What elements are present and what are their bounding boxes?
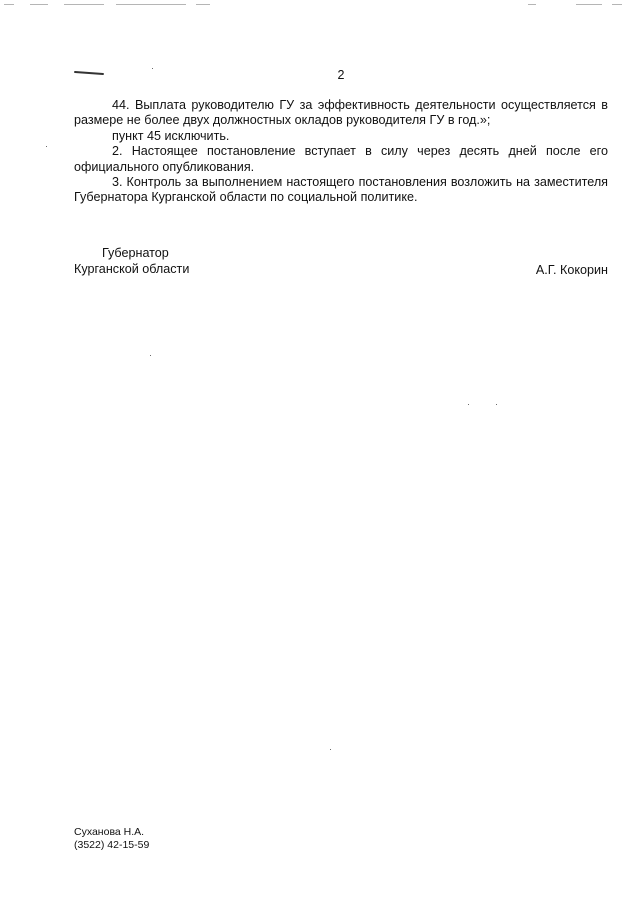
- document-body: [74, 98, 608, 206]
- executor-name: Суханова Н.А.: [74, 826, 145, 838]
- signatory-title-line1: Губернатор: [102, 246, 169, 260]
- executor-footer: [74, 826, 149, 852]
- scan-speck: [150, 355, 151, 356]
- scan-artifact-dash: [74, 71, 104, 75]
- scan-speck: [496, 404, 497, 405]
- signatory-title-line2: Курганской области: [74, 262, 190, 276]
- scan-speck: [46, 146, 47, 147]
- scan-speck: [330, 749, 331, 750]
- scan-speck: [468, 404, 469, 405]
- paragraph-control: 3. Контроль за выполнением настоящего постановления возложить на заместителя Губернатора Курганской области по социальной политике.: [74, 175, 608, 205]
- paragraph-effective-date: 2. Настоящее постановление вступает в силу через десять дней после его официального опубликования.: [74, 144, 608, 174]
- paragraph-item-44: 44. Выплата руководителю ГУ за эффективность деятельности осуществляется в размере не более двух должностных окладов руководителя ГУ в год.»;: [74, 98, 608, 128]
- page-number: 2: [337, 68, 345, 82]
- executor-phone: (3522) 42-15-59: [74, 839, 150, 851]
- paragraph-item-45-removal: пункт 45 исключить.: [112, 128, 230, 143]
- signatory-name: А.Г. Кокорин: [535, 263, 608, 277]
- scan-speck: [152, 68, 153, 69]
- scan-artifact-top-edge: [0, 4, 640, 7]
